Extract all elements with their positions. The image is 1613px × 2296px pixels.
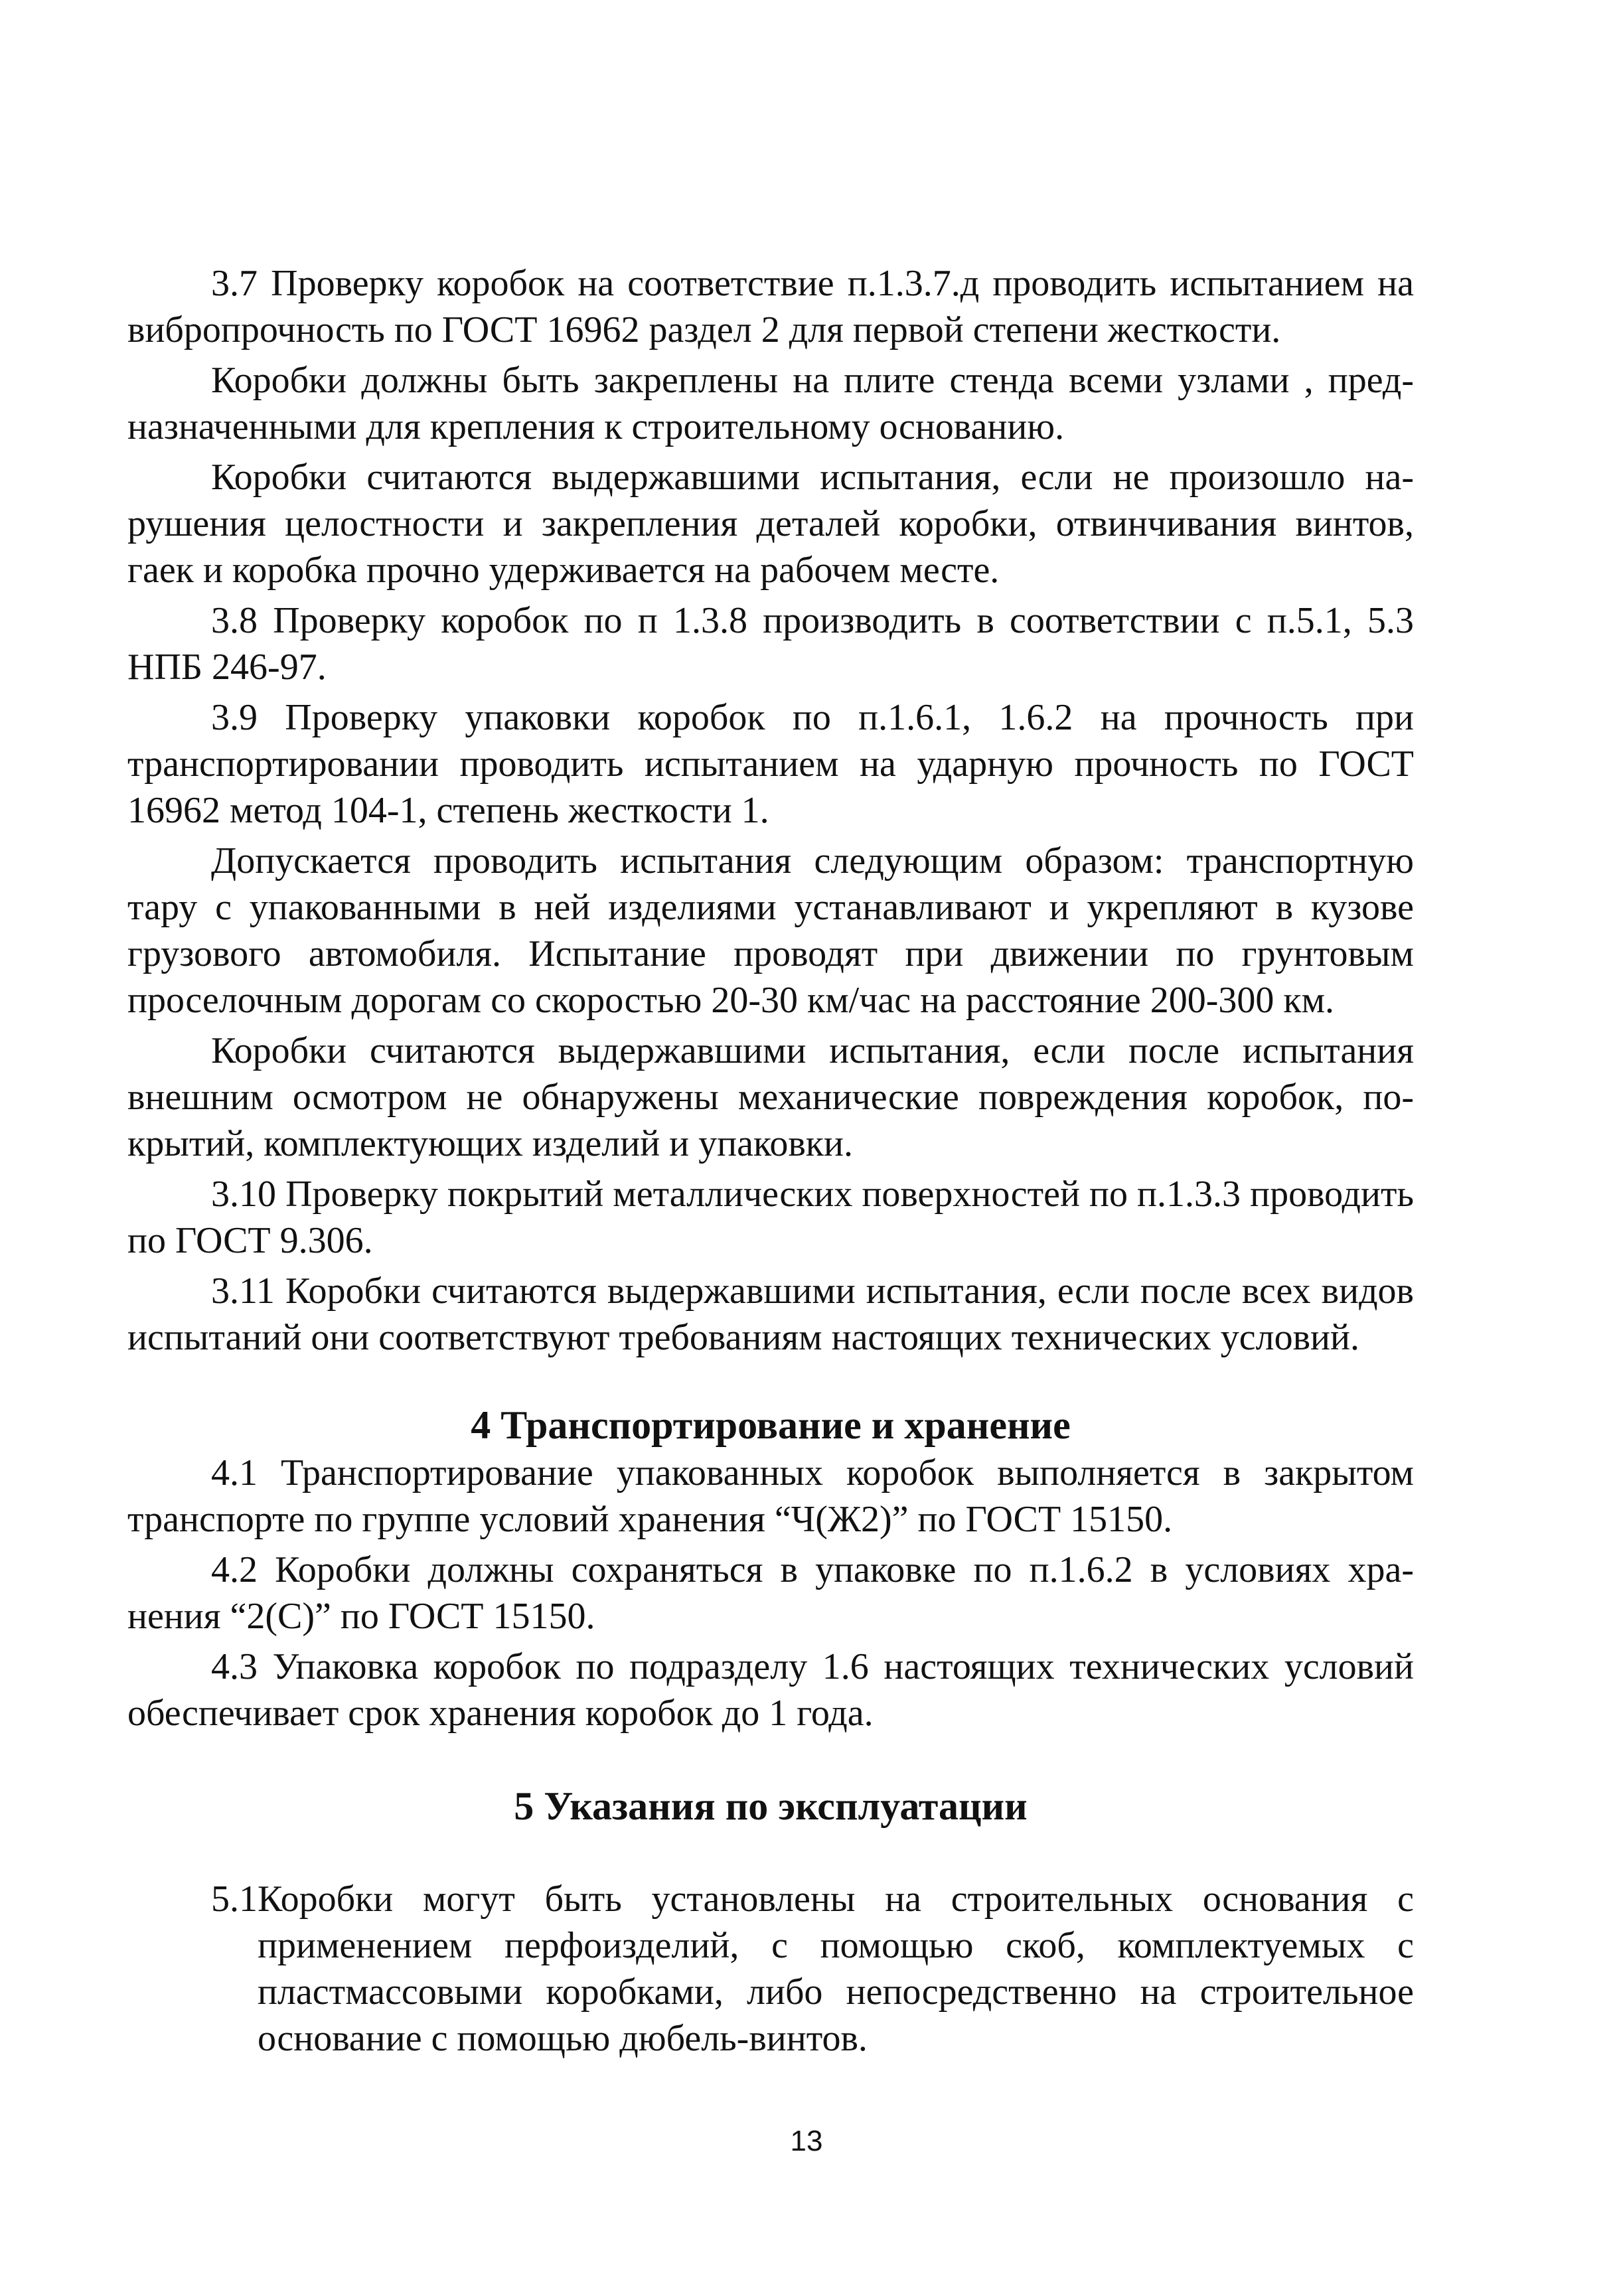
paragraph-4-3: 4.3 Упаковка коробок по подразделу 1.6 настоящих технических условий обеспечивает срок хранения коробок до 1 года. [127, 1646, 1414, 1734]
paragraph-4-1: 4.1 Транспортирование упакованных коробок выполняется в закрытом транспорте по группе условий хранения “Ч(Ж2)” по ГОСТ 15150. [127, 1452, 1414, 1540]
item-5-1-number: 5.1 [211, 1878, 258, 1920]
paragraph-3-9: 3.9 Проверку упаковки коробок по п.1.6.1, 1.6.2 на прочность при транспортировании проводить испытанием на ударную прочность по ГОСТ 16962 метод 104-1, степень жесткости 1. [127, 697, 1414, 831]
page-number: 13 [790, 2125, 823, 2157]
paragraph-4-2: 4.2 Коробки должны сохраняться в упаковке по п.1.6.2 в условиях хранения “2(С)” по ГОСТ 15150. [127, 1549, 1414, 1637]
section-4-heading-block [127, 1402, 1414, 1448]
paragraph-3-7: 3.7 Проверку коробок на соответствие п.1.3.7.д проводить испытанием на вибропрочность по ГОСТ 16962 раздел 2 для первой степени жесткости. [127, 263, 1414, 350]
paragraph-3-11: 3.11 Коробки считаются выдержавшими испытания, если после всех видов испытаний они соответствуют требованиям настоящих технических условий. [127, 1270, 1414, 1358]
section-5-heading-block [127, 1783, 1414, 1829]
paragraph-3-7-fixing: Коробки должны быть закреплены на плите стенда всеми узлами , предназначенными для крепления к строительному основанию. [127, 360, 1414, 447]
item-5-1 [127, 1876, 1414, 2062]
item-5-1-text: Коробки могут быть установлены на строительных основания с применением перфоизделий, с помощью скоб, комплектуемых с пластмассовыми коробками, либо непосредственно на строительное основание с помощью дюбель-винтов. [258, 1878, 1414, 2059]
paragraph-3-9-criteria: Коробки считаются выдержавшими испытания, если после испытания внешним осмотром не обнаружены механические повреждения коробок, покрытий, комплектующих изделий и упаковки. [127, 1030, 1414, 1164]
paragraph-3-7-criteria: Коробки считаются выдержавшими испытания, если не произошло нарушения целостности и закрепления деталей коробки, отвинчивания винтов, гаек и коробка прочно удерживается на рабочем месте. [127, 457, 1414, 591]
section-4-text [127, 1450, 1414, 1736]
paragraph-3-10: 3.10 Проверку покрытий металлических поверхностей по п.1.3.3 проводить по ГОСТ 9.306. [127, 1174, 1414, 1261]
paragraph-3-9-alternative: Допускается проводить испытания следующим образом: транспортную тару с упакованными в ней изделиями устанавливают и укрепляют в кузове грузового автомобиля. Испытание проводят при движении по грунтовым проселочным дорогам со скоростью 20-30 км/час на расстояние 200-300 км. [127, 840, 1414, 1021]
section-5-heading: 5 Указания по эксплуатации [514, 1784, 1028, 1828]
paragraph-3-8: 3.8 Проверку коробок по п 1.3.8 производить в соответствии с п.5.1, 5.3 НПБ 246-97. [127, 600, 1414, 688]
section-3-text [127, 260, 1414, 1361]
section-4-heading: 4 Транспортирование и хранение [471, 1403, 1071, 1447]
